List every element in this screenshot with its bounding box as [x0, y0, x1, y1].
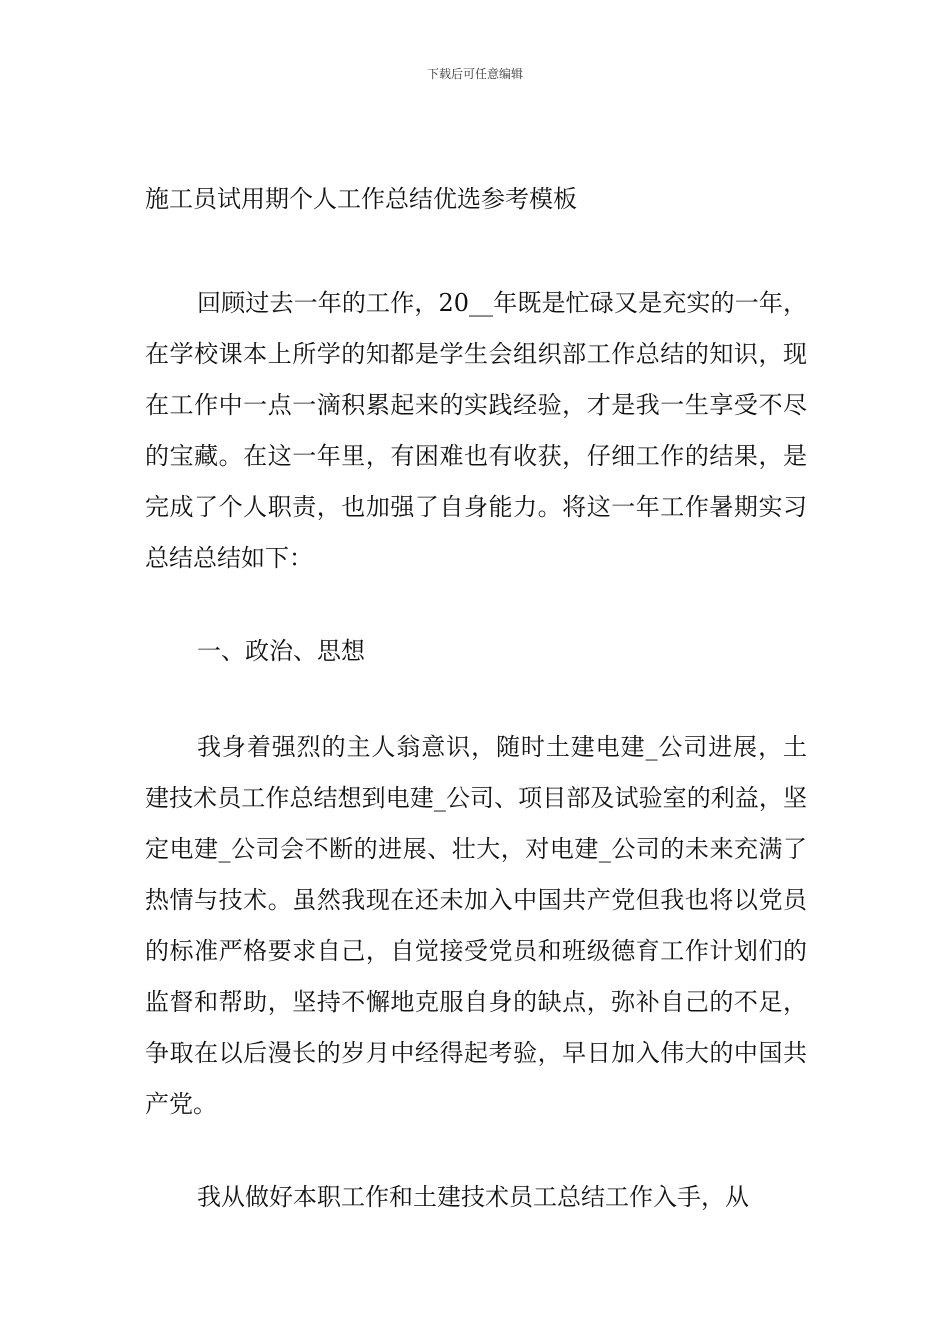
document-title: 施工员试用期个人工作总结优选参考模板: [145, 185, 577, 213]
section-heading-politics: 一、政治、思想: [197, 637, 365, 665]
paragraph-work: 我从做好本职工作和土建技术员工总结工作入手，从: [197, 1183, 749, 1211]
page-header: 下载后可任意编辑: [426, 67, 523, 81]
paragraph-intro: 回顾过去一年的工作，20__年既是忙碌又是充实的一年，在学校课本上所学的知都是学生会组织部工作总结的知识，现在工作中一点一滴积累起来的实践经验，才是我一生享受不尽的宝藏。在这一年里，有困难也有收获，仔细工作的结果，是完成了个人职责，也加强了自身能力。将这一年工作暑期实习总结总结如下：: [145, 289, 807, 572]
paragraph-politics: 我身着强烈的主人翁意识，随时土建电建_公司进展，土建技术员工作总结想到电建_公司、项目部及试验室的利益，坚定电建_公司会不断的进展、壮大，对电建_公司的未来充满了热情与技术。虽然我现在还未加入中国共产党但我也将以党员的标准严格要求自己，自觉接受党员和班级德育工作计划们的监督和帮助，坚持不懈地克服自身的缺点，弥补自己的不足，争取在以后漫长的岁月中经得起考验，早日加入伟大的中国共产党。: [145, 733, 807, 1118]
